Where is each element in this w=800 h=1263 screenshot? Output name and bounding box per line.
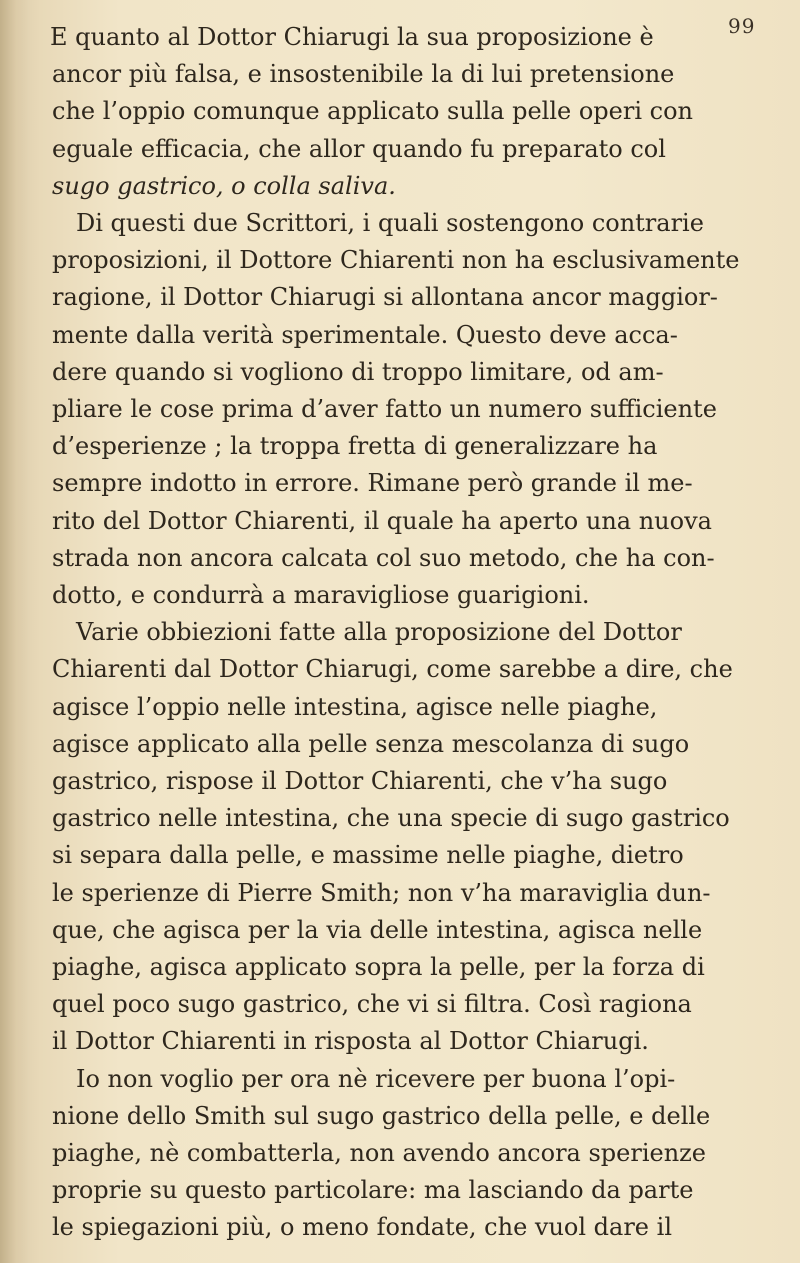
text-line: piaghe, agisca applicato sopra la pelle, per la forza di (52, 953, 705, 981)
text-line: gastrico, rispose il Dottor Chiarenti, che v’ha sugo (52, 767, 668, 795)
text-line: agisce l’oppio nelle intestina, agisce nelle piaghe, (52, 692, 658, 721)
text-line: agisce applicato alla pelle senza mescolanza di sugo (52, 729, 690, 758)
text-line: d’esperienze ; la troppa fretta di generalizzare ha (52, 432, 658, 461)
text-line: eguale efficacia, che allor quando fu preparato col (52, 134, 666, 163)
text-line: Chiarenti dal Dottor Chiarugi, come sarebbe a dire, che (52, 655, 733, 684)
text-line: che l’oppio comunque applicato sulla pelle operi con (52, 97, 693, 126)
text-line: dotto, e condurrà a maravigliose guarigioni. (52, 581, 590, 609)
text-line: si separa dalla pelle, e massime nelle piaghe, dietro (52, 841, 684, 870)
text-line: piaghe, nè combatterla, non avendo ancora sperienze (52, 1139, 707, 1167)
text-line: sempre indotto in errore. Rimane però grande il me- (52, 469, 693, 498)
text-line: E quanto al Dottor Chiarugi la sua proposizione è (50, 23, 654, 51)
text-line: ragione, il Dottor Chiarugi si allontana ancor maggior- (52, 283, 718, 312)
text-line: pliare le cose prima d’aver fatto un numero sufficiente (52, 395, 717, 423)
text-line: gastrico nelle intestina, che una specie di sugo gastrico (52, 804, 730, 833)
text-line: dere quando si vogliono di troppo limitare, od am- (52, 357, 664, 386)
text-line: nione dello Smith sul sugo gastrico della pelle, e delle (52, 1101, 711, 1130)
text-line: que, che agisca per la via delle intestina, agisca nelle (52, 915, 703, 944)
text-line: strada non ancora calcata col suo metodo, che ha con- (52, 543, 715, 572)
text-line: mente dalla verità sperimentale. Questo deve acca- (52, 320, 678, 349)
text-line: il Dottor Chiarenti in risposta al Dottor Chiarugi. (52, 1027, 649, 1056)
text-line: le sperienze di Pierre Smith; non v’ha maraviglia dun- (52, 878, 711, 907)
text-line: Io non voglio per ora nè ricevere per buona l’opi- (76, 1064, 676, 1093)
text-line: ancor più falsa, e insostenibile la di lui pretensione (52, 60, 675, 89)
text-line: proprie su questo particolare: ma lasciando da parte (52, 1176, 694, 1205)
text-line: sugo gastrico, o colla saliva. (52, 171, 396, 200)
text-line: Di questi due Scrittori, i quali sostengono contrarie (76, 209, 704, 237)
page-number: 99 (728, 14, 756, 38)
text-line: rito del Dottor Chiarenti, il quale ha aperto una nuova (52, 506, 712, 535)
text-line: le spiegazioni più, o meno fondate, che vuol dare il (52, 1213, 672, 1242)
text-line: Varie obbiezioni fatte alla proposizione del Dottor (76, 618, 682, 647)
text-line: proposizioni, il Dottore Chiarenti non ha esclusivamente (52, 246, 740, 275)
text-line: quel poco sugo gastrico, che vi si filtra. Così ragiona (52, 990, 692, 1019)
